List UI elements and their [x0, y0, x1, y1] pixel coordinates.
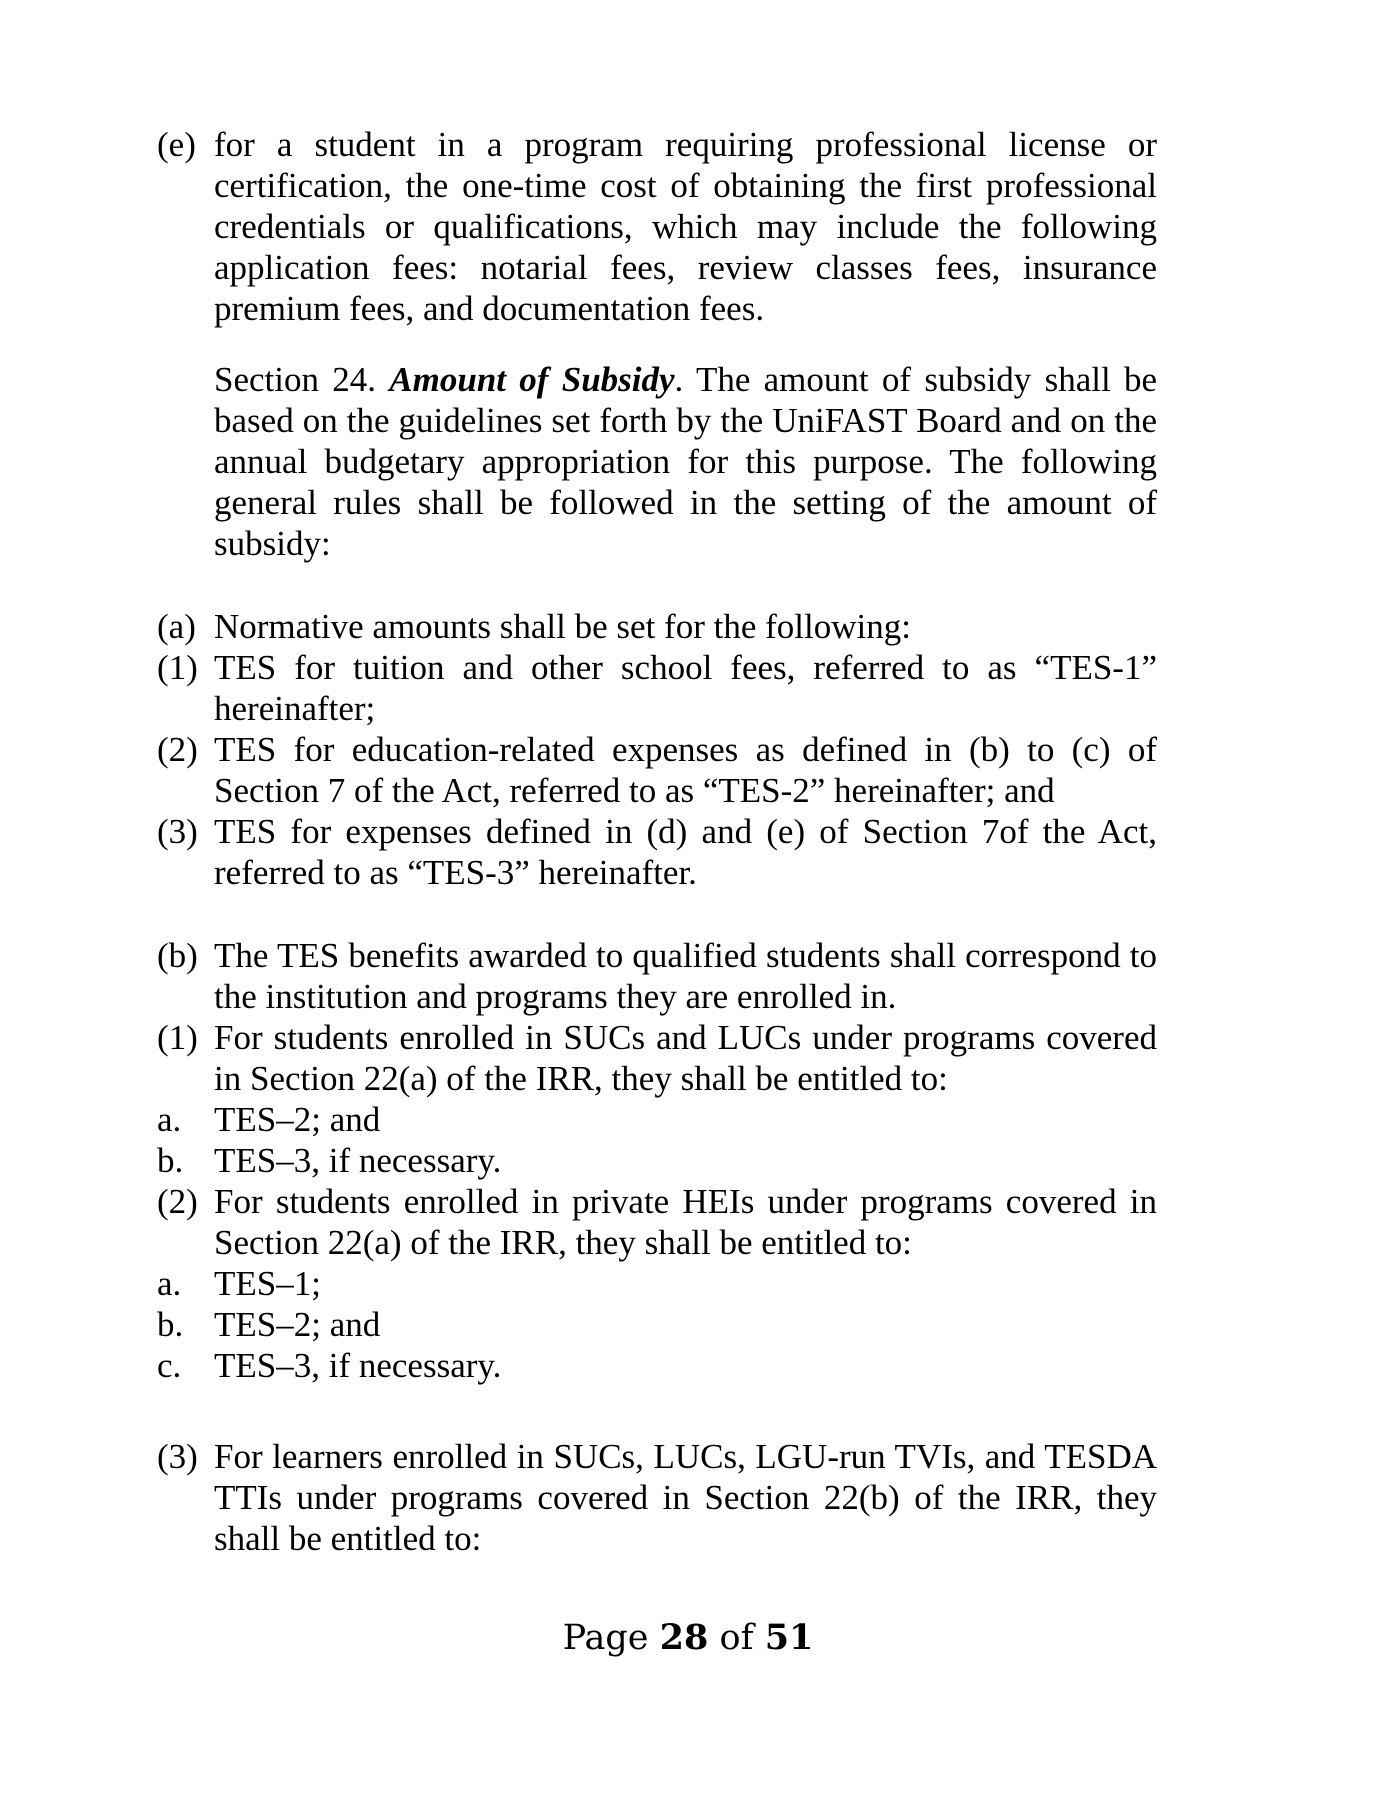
item-label: (3) [157, 812, 198, 851]
section-body: . The amount of subsidy shall be based on the guidelines set forth by the UniFAST Board and on the annual budgetary appropriation for this purpose. The following general rules shall be followed in the setting of the amount of subsidy: [214, 360, 1157, 563]
item-text: Normative amounts shall be set for the following: [214, 607, 911, 646]
item-text: TES–2; and [214, 1305, 381, 1344]
item-text: The TES benefits awarded to qualified students shall correspond to the institution and programs they are enrolled in. [214, 936, 1157, 1016]
rule-a-item-1 [157, 647, 1157, 729]
item-label: (1) [157, 648, 198, 687]
page-footer [0, 1616, 1376, 1660]
rule-b-item-2-sub-c [157, 1345, 1157, 1386]
item-label: (3) [157, 1437, 198, 1476]
item-label: (1) [157, 1018, 198, 1057]
rule-b-item-3 [157, 1436, 1157, 1559]
item-text: TES–2; and [214, 1100, 381, 1139]
item-text: TES for expenses defined in (d) and (e) of Section 7of the Act, referred to as “TES-3” hereinafter. [214, 812, 1157, 892]
item-text: For students enrolled in private HEIs under programs covered in Section 22(a) of the IRR, they shall be entitled to: [214, 1182, 1157, 1262]
item-label: (a) [157, 607, 196, 646]
item-text: TES for tuition and other school fees, referred to as “TES-1” hereinafter; [214, 648, 1157, 728]
item-text: For learners enrolled in SUCs, LUCs, LGU-run TVIs, and TESDA TTIs under programs covered in Section 22(b) of the IRR, they shall be entitled to: [214, 1437, 1157, 1558]
page-content [157, 124, 1157, 1559]
rule-b [157, 935, 1157, 1017]
item-text: for a student in a program requiring professional license or certification, the one-time cost of obtaining the first professional credentials or qualifications, which may include the following application fees: notarial fees, review classes fees, insurance premium fees, and documentation fees. [214, 125, 1157, 328]
item-label: b. [157, 1305, 184, 1344]
rule-a [157, 606, 1157, 647]
section-24-paragraph [157, 359, 1157, 564]
item-label: a. [157, 1264, 182, 1303]
page-word: Page [562, 1618, 649, 1658]
rule-b-item-1-sub-a [157, 1099, 1157, 1140]
rule-b-item-1-sub-b [157, 1140, 1157, 1181]
item-text: TES for education-related expenses as defined in (b) to (c) of Section 7 of the Act, referred to as “TES-2” hereinafter; and [214, 730, 1157, 810]
rule-a-item-3 [157, 811, 1157, 893]
current-page-number: 28 [659, 1617, 709, 1658]
item-text: TES–3, if necessary. [214, 1346, 502, 1385]
rule-b-item-2-sub-a [157, 1263, 1157, 1304]
item-label: (2) [157, 730, 198, 769]
section-title: Amount of Subsidy [389, 360, 675, 399]
item-text: TES–1; [214, 1264, 321, 1303]
rule-b-item-2 [157, 1181, 1157, 1263]
rule-a-item-2 [157, 729, 1157, 811]
item-label: a. [157, 1100, 182, 1139]
item-label: b. [157, 1141, 184, 1180]
rule-b-item-1 [157, 1017, 1157, 1099]
rule-b-item-2-sub-b [157, 1304, 1157, 1345]
item-label: (b) [157, 936, 198, 975]
item-label: (e) [157, 125, 196, 164]
of-word: of [719, 1618, 754, 1658]
item-text: TES–3, if necessary. [214, 1141, 502, 1180]
item-label: (2) [157, 1182, 198, 1221]
section-number: Section 24. [214, 360, 390, 399]
item-label: c. [157, 1346, 182, 1385]
item-text: For students enrolled in SUCs and LUCs under programs covered in Section 22(a) of the IRR, they shall be entitled to: [214, 1018, 1157, 1098]
list-item-e [157, 124, 1157, 329]
total-page-count: 51 [764, 1617, 814, 1658]
